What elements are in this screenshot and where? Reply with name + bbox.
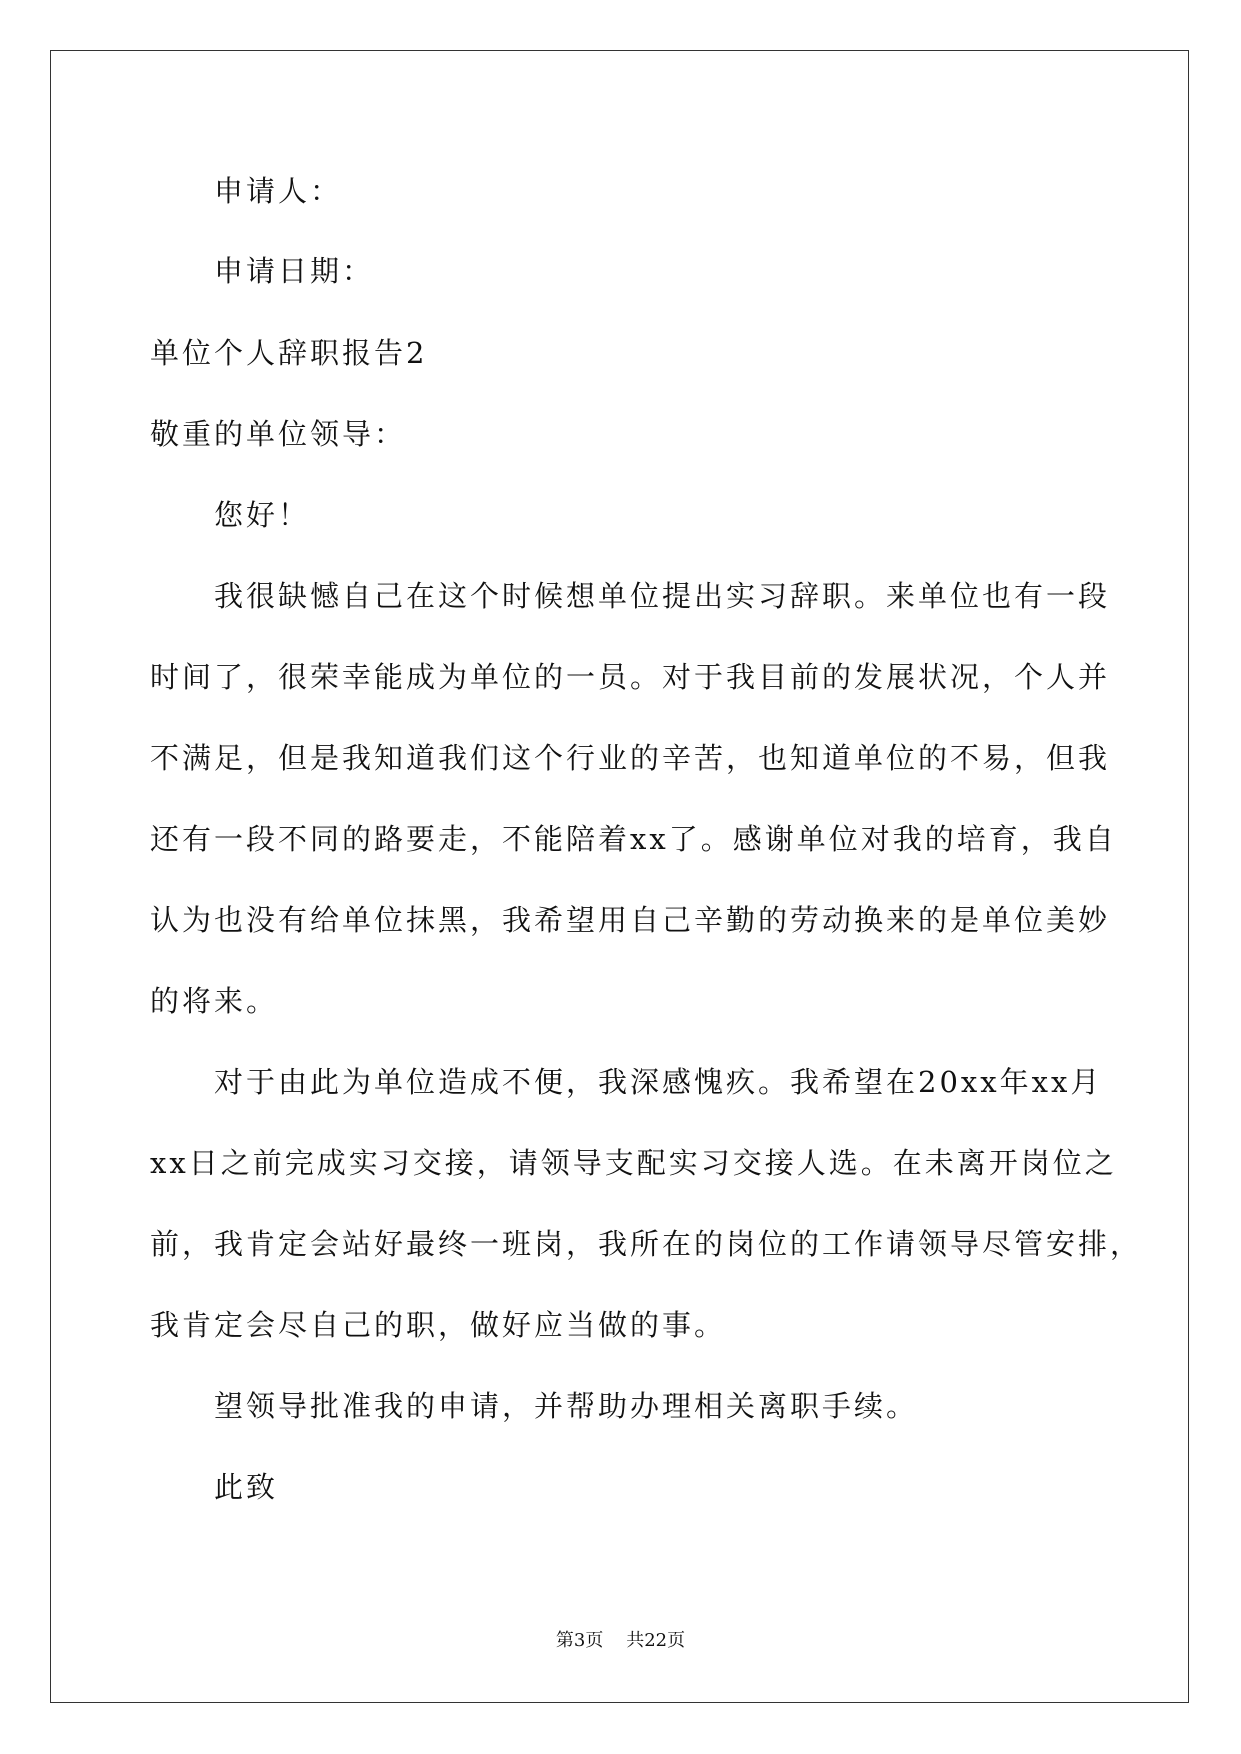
applicant-line: 申请人：	[214, 174, 343, 208]
paragraph-1-line-6: 的将来。	[150, 984, 279, 1018]
request-line: 望领导批准我的申请，并帮助办理相关离职手续。	[214, 1389, 919, 1423]
application-date-line: 申请日期：	[214, 254, 375, 288]
paragraph-1-line-4: 还有一段不同的路要走，不能陪着xx了。感谢单位对我的培育，我自	[150, 822, 1117, 856]
greeting: 您好！	[214, 498, 311, 532]
paragraph-2-line-1: 对于由此为单位造成不便，我深感愧疚。我希望在20xx年xx月	[214, 1065, 1103, 1099]
paragraph-1-line-2: 时间了，很荣幸能成为单位的一员。对于我目前的发展状况，个人并	[150, 660, 1111, 694]
paragraph-1-line-3: 不满足，但是我知道我们这个行业的辛苦，也知道单位的不易，但我	[150, 741, 1111, 775]
page-border	[50, 50, 1189, 1703]
salutation: 敬重的单位领导：	[150, 417, 407, 451]
paragraph-1-line-5: 认为也没有给单位抹黑，我希望用自己辛勤的劳动换来的是单位美妙	[150, 903, 1111, 937]
paragraph-1-line-1: 我很缺憾自己在这个时候想单位提出实习辞职。来单位也有一段	[214, 579, 1111, 613]
paragraph-2-line-4: 我肯定会尽自己的职，做好应当做的事。	[150, 1308, 727, 1342]
page-number-footer: 第3页 共22页	[555, 1630, 686, 1651]
paragraph-2-line-2: xx日之前完成实习交接，请领导支配实习交接人选。在未离开岗位之	[150, 1146, 1117, 1180]
closing-line: 此致	[214, 1470, 279, 1504]
section-title: 单位个人辞职报告2	[150, 336, 428, 370]
paragraph-2-line-3: 前，我肯定会站好最终一班岗，我所在的岗位的工作请领导尽管安排，	[150, 1227, 1143, 1261]
